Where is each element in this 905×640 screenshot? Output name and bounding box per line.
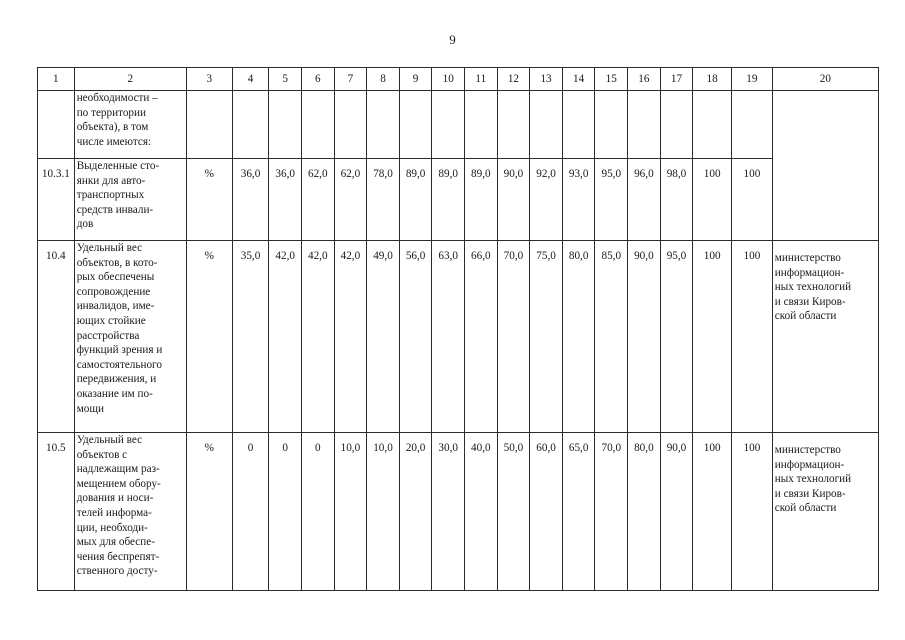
row-unit: % (186, 159, 232, 241)
table-row (38, 159, 879, 241)
continuation-row (38, 91, 879, 159)
continuation-text: необходимости – по территории объекта), в том числе имеются: (76, 92, 158, 148)
row-value: 98,0 (660, 159, 693, 241)
row-value: 85,0 (595, 241, 628, 433)
row-value: 36,0 (269, 159, 302, 241)
row-value: 90,0 (497, 159, 530, 241)
row-value: 40,0 (465, 433, 498, 591)
header-cell-11: 11 (465, 68, 498, 91)
row-value: 0 (232, 433, 269, 591)
cell-empty (301, 91, 334, 159)
row-value: 49,0 (367, 241, 400, 433)
header-cell-6: 6 (301, 68, 334, 91)
row-code: 10.3.1 (38, 159, 75, 241)
header-cell-10: 10 (432, 68, 465, 91)
header-row (38, 68, 879, 91)
table-row (38, 433, 879, 591)
cell-empty (232, 91, 269, 159)
cell-empty (399, 91, 432, 159)
header-cell-3: 3 (186, 68, 232, 91)
row-value: 42,0 (301, 241, 334, 433)
header-cell-15: 15 (595, 68, 628, 91)
row-value: 56,0 (399, 241, 432, 433)
row-description (74, 159, 186, 241)
row-value: 70,0 (497, 241, 530, 433)
row-value: 80,0 (562, 241, 595, 433)
row-value: 0 (269, 433, 302, 591)
cell-empty (530, 91, 563, 159)
cell-empty (732, 91, 773, 159)
cell-empty (269, 91, 302, 159)
cell-description (74, 91, 186, 159)
cell-empty (693, 91, 732, 159)
cell-empty (660, 91, 693, 159)
header-cell-16: 16 (628, 68, 661, 91)
row-value: 60,0 (530, 433, 563, 591)
cell-empty (367, 91, 400, 159)
row-value: 100 (693, 241, 732, 433)
row-value: 35,0 (232, 241, 269, 433)
row-description (74, 241, 186, 433)
header-cell-8: 8 (367, 68, 400, 91)
cell-org (772, 91, 878, 241)
row-value: 95,0 (660, 241, 693, 433)
cell-empty (186, 91, 232, 159)
row-value: 92,0 (530, 159, 563, 241)
header-cell-12: 12 (497, 68, 530, 91)
cell-code (38, 91, 75, 159)
row-value: 62,0 (301, 159, 334, 241)
row-code: 10.4 (38, 241, 75, 433)
row-value: 100 (693, 159, 732, 241)
row-value: 89,0 (432, 159, 465, 241)
cell-empty (497, 91, 530, 159)
header-cell-17: 17 (660, 68, 693, 91)
cell-empty (562, 91, 595, 159)
row-responsible-org-text: министерство информацион- ных технологий и связи Киров- ской области (774, 444, 852, 515)
row-unit: % (186, 433, 232, 591)
row-value: 93,0 (562, 159, 595, 241)
row-value: 63,0 (432, 241, 465, 433)
row-description-text: Выделенные сто- янки для авто- транспортных средств инвали- дов (76, 160, 160, 231)
row-value: 20,0 (399, 433, 432, 591)
row-value: 0 (301, 433, 334, 591)
row-value: 36,0 (232, 159, 269, 241)
row-value: 100 (732, 159, 773, 241)
header-cell-9: 9 (399, 68, 432, 91)
header-cell-13: 13 (530, 68, 563, 91)
header-cell-2: 2 (74, 68, 186, 91)
row-value: 42,0 (269, 241, 302, 433)
row-value: 89,0 (399, 159, 432, 241)
header-cell-18: 18 (693, 68, 732, 91)
row-responsible-org (772, 241, 878, 433)
row-value: 30,0 (432, 433, 465, 591)
row-value: 100 (732, 433, 773, 591)
row-value: 95,0 (595, 159, 628, 241)
header-cell-14: 14 (562, 68, 595, 91)
cell-empty (432, 91, 465, 159)
row-description (74, 433, 186, 591)
cell-empty (628, 91, 661, 159)
row-value: 96,0 (628, 159, 661, 241)
row-value: 100 (693, 433, 732, 591)
cell-empty (595, 91, 628, 159)
page-number: 9 (449, 32, 456, 47)
header-cell-5: 5 (269, 68, 302, 91)
header-cell-4: 4 (232, 68, 269, 91)
cell-empty (334, 91, 367, 159)
row-value: 78,0 (367, 159, 400, 241)
row-value: 100 (732, 241, 773, 433)
row-description-text: Удельный вес объектов, в кото- рых обеспечены сопровождение инвалидов, име- ющих стойкие расстройства функций зрения и самостоятельного передвижения, и оказание им по- мощи (76, 242, 163, 415)
row-value: 10,0 (367, 433, 400, 591)
row-code: 10.5 (38, 433, 75, 591)
row-value: 70,0 (595, 433, 628, 591)
row-value: 62,0 (334, 159, 367, 241)
cell-empty (465, 91, 498, 159)
row-value: 66,0 (465, 241, 498, 433)
row-value: 89,0 (465, 159, 498, 241)
row-value: 42,0 (334, 241, 367, 433)
row-responsible-org (772, 433, 878, 591)
table-row (38, 241, 879, 433)
row-value: 90,0 (628, 241, 661, 433)
row-value: 90,0 (660, 433, 693, 591)
header-cell-1: 1 (38, 68, 75, 91)
header-cell-19: 19 (732, 68, 773, 91)
row-value: 65,0 (562, 433, 595, 591)
indicators-table (37, 67, 879, 591)
row-value: 50,0 (497, 433, 530, 591)
header-cell-20: 20 (772, 68, 878, 91)
row-value: 80,0 (628, 433, 661, 591)
row-description-text: Удельный вес объектов с надлежащим раз- мещением обору- дования и носи- телей информа- ции, необходи- мых для обеспе- чения беспрепят- ственного досту- (76, 434, 161, 578)
row-value: 75,0 (530, 241, 563, 433)
row-responsible-org-text: министерство информацион- ных технологий и связи Киров- ской области (774, 252, 852, 323)
row-unit: % (186, 241, 232, 433)
header-cell-7: 7 (334, 68, 367, 91)
row-value: 10,0 (334, 433, 367, 591)
